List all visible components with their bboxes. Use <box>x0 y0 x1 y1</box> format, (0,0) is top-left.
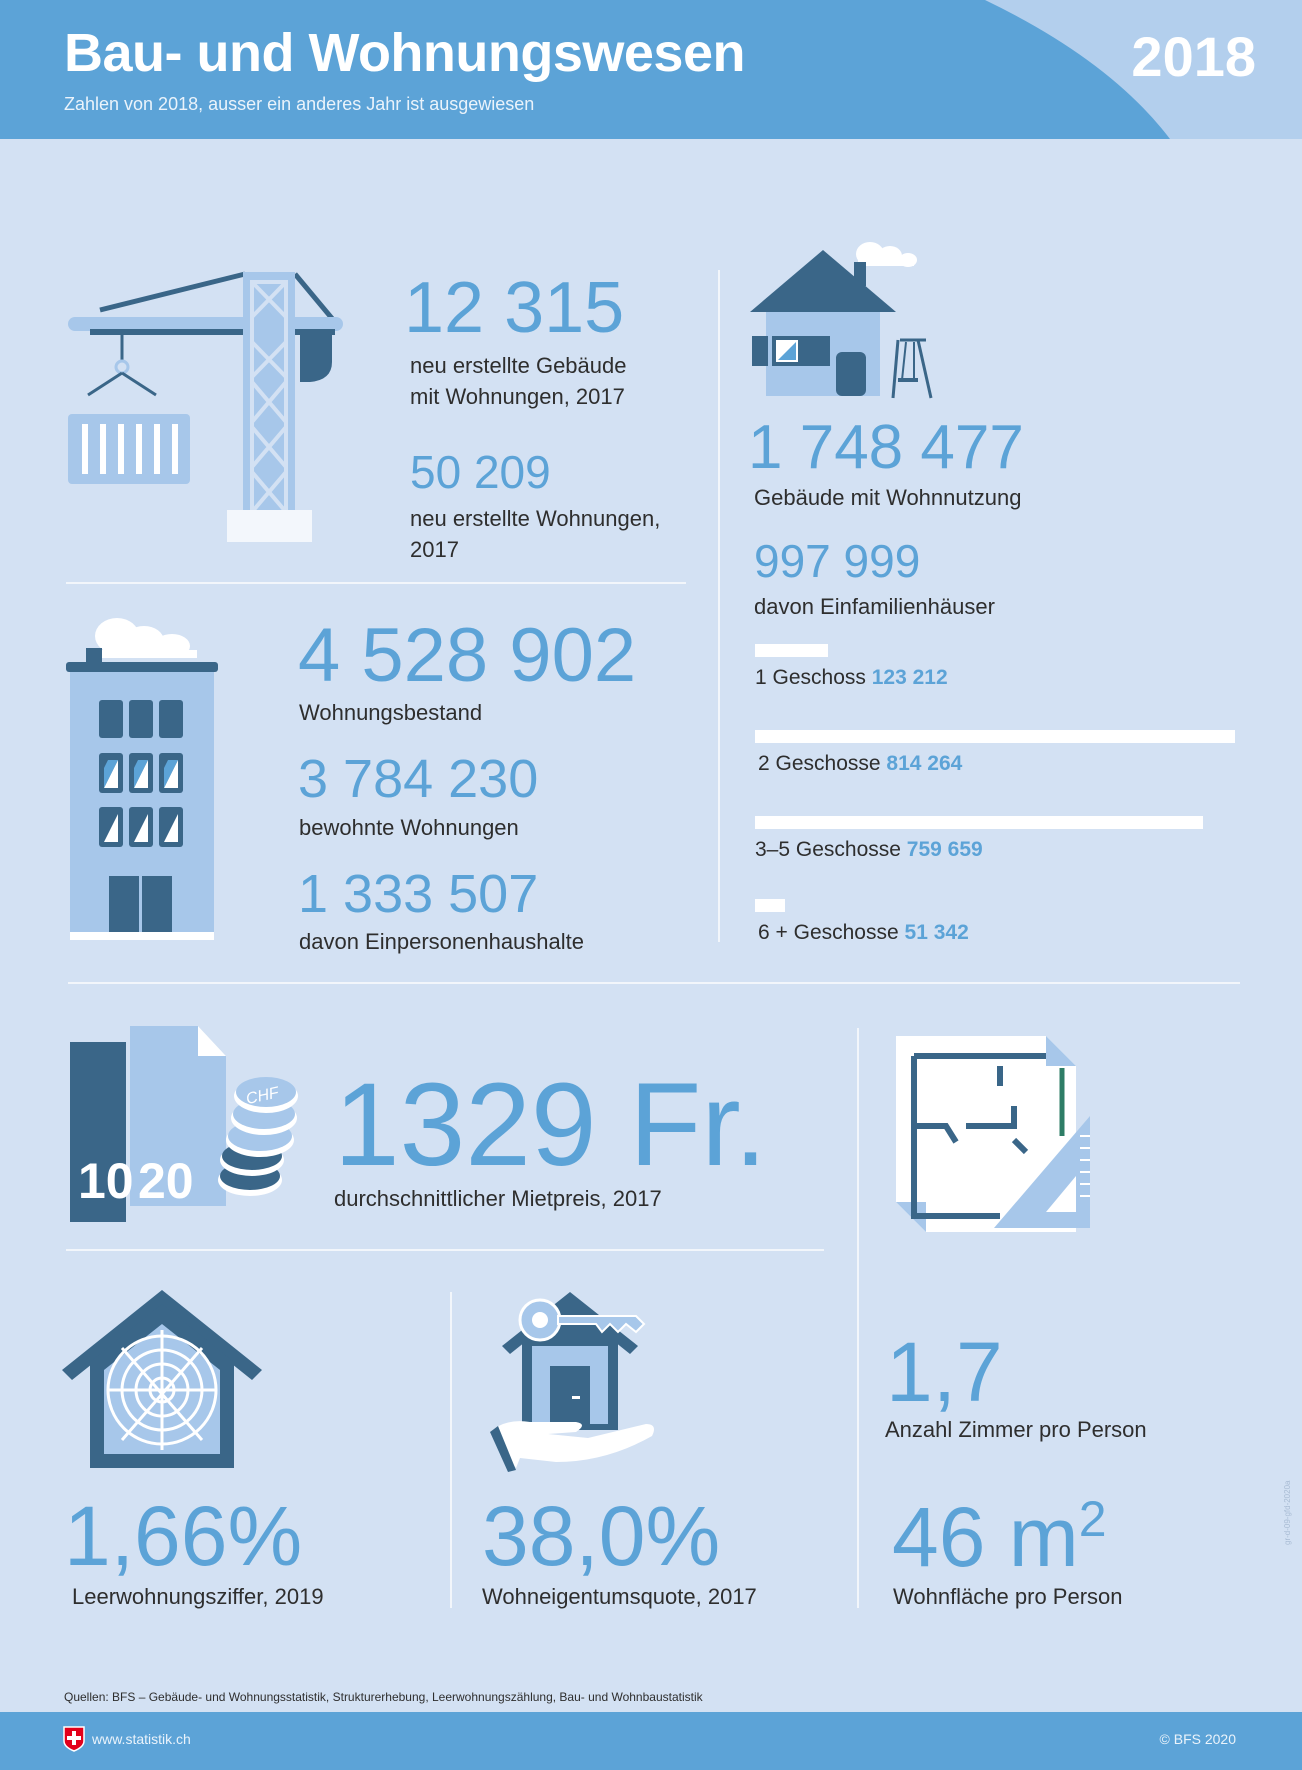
coin-text: CHF <box>244 1084 281 1108</box>
floor-plan-icon <box>896 1036 1096 1232</box>
storey-value: 51 342 <box>904 921 969 944</box>
storey-value: 123 212 <box>871 666 948 689</box>
new-dwellings-value: 50 209 <box>410 446 551 498</box>
new-dwellings-label-line1: neu erstellte Wohnungen, <box>410 506 661 531</box>
house-icon <box>748 240 938 398</box>
note-10-text: 10 <box>78 1153 134 1209</box>
new-dwellings-label <box>410 503 660 565</box>
divider <box>68 982 1240 984</box>
divider <box>857 1028 859 1608</box>
new-buildings-label-line2: mit Wohnungen, 2017 <box>410 384 625 409</box>
single-households-value: 1 333 507 <box>298 864 539 924</box>
new-buildings-label-line1: neu erstellte Gebäude <box>410 353 627 378</box>
sources: Quellen: BFS – Gebäude- und Wohnungsstatistik, Strukturerhebung, Leerwohnungszählung, Bau- und Wohnbaustatistik <box>64 1690 703 1704</box>
single-family-label: davon Einfamilienhäuser <box>754 594 995 619</box>
dwelling-stock-value: 4 528 902 <box>298 613 637 698</box>
ownership-value: 38,0% <box>482 1489 721 1583</box>
area-number: 46 m <box>892 1490 1079 1584</box>
empty-house-icon <box>62 1290 262 1470</box>
rent-money-icon <box>70 1026 302 1208</box>
divider <box>450 1292 452 1608</box>
apartment-building-icon <box>62 616 222 940</box>
graphic-code: gr-d-09-gfd-2020a <box>1283 1480 1292 1545</box>
rent-label: durchschnittlicher Mietpreis, 2017 <box>334 1186 662 1211</box>
new-buildings-label <box>410 350 627 412</box>
residential-buildings-value: 1 748 477 <box>748 413 1024 482</box>
storey-bar-2 <box>755 730 1235 743</box>
divider <box>66 1249 824 1251</box>
note-20-text: 20 <box>138 1153 194 1209</box>
storey-value: 759 659 <box>906 838 983 861</box>
crane-icon <box>60 262 350 542</box>
divider <box>718 270 720 942</box>
ownership-label: Wohneigentumsquote, 2017 <box>482 1584 757 1609</box>
new-dwellings-label-line2: 2017 <box>410 537 459 562</box>
swiss-flag-icon <box>64 1727 84 1751</box>
storey-label-4 <box>758 921 969 945</box>
storey-bar-1 <box>755 644 828 657</box>
year-badge: 2018 <box>1131 25 1256 88</box>
storey-value: 814 264 <box>886 752 963 775</box>
divider <box>66 582 686 584</box>
page-title: Bau- und Wohnungswesen <box>64 23 745 83</box>
dwelling-stock-label: Wohnungsbestand <box>299 700 483 725</box>
rooms-value: 1,7 <box>886 1325 1003 1419</box>
storey-label-3 <box>755 838 983 862</box>
copyright: © BFS 2020 <box>1159 1731 1236 1747</box>
vacancy-value: 1,66% <box>64 1489 303 1583</box>
vacancy-label: Leerwohnungsziffer, 2019 <box>72 1584 324 1609</box>
storey-name: 1 Geschoss <box>755 666 866 689</box>
occupied-dwellings-label: bewohnte Wohnungen <box>299 815 519 840</box>
rooms-label: Anzahl Zimmer pro Person <box>885 1417 1147 1442</box>
storey-name: 6 + Geschosse <box>758 921 899 944</box>
key-house-icon <box>486 1290 666 1472</box>
occupied-dwellings-value: 3 784 230 <box>298 749 539 809</box>
single-family-value: 997 999 <box>754 535 921 587</box>
storey-name: 2 Geschosse <box>758 752 881 775</box>
single-households-label: davon Einpersonenhaushalte <box>299 929 585 954</box>
new-buildings-value: 12 315 <box>404 268 625 348</box>
storey-label-1 <box>755 666 948 690</box>
residential-buildings-label: Gebäude mit Wohnnutzung <box>754 485 1022 510</box>
website-link[interactable]: www.statistik.ch <box>92 1731 191 1747</box>
storey-name: 3–5 Geschosse <box>755 838 901 861</box>
area-unit-exponent: 2 <box>1078 1491 1107 1547</box>
storey-label-2 <box>758 752 962 776</box>
page-subtitle: Zahlen von 2018, ausser ein anderes Jahr ist ausgewiesen <box>64 94 535 114</box>
footer <box>0 1712 1302 1770</box>
storey-bar-4 <box>755 899 785 912</box>
rent-value: 1329 Fr. <box>334 1059 767 1191</box>
area-value <box>892 1490 1107 1584</box>
area-label: Wohnfläche pro Person <box>893 1584 1123 1609</box>
storey-bar-3 <box>755 816 1203 829</box>
